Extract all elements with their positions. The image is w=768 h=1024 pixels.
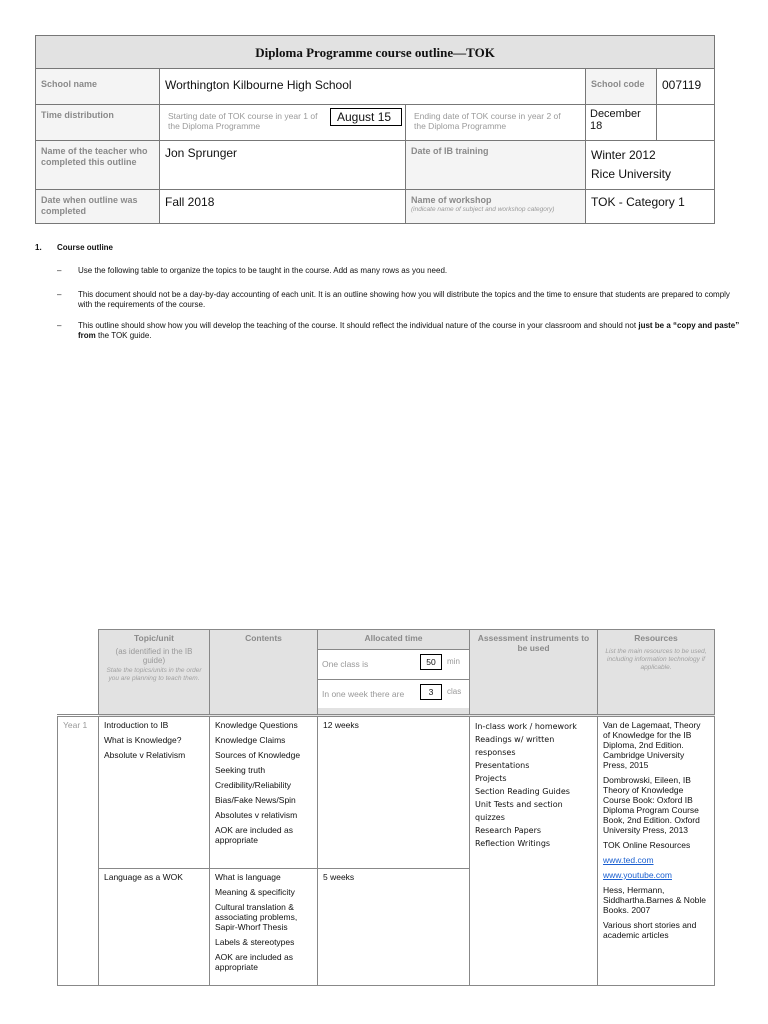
row2-time: 5 weeks [318,869,470,986]
document-title: Diploma Programme course outline—TOK [36,36,715,69]
bullet-dash-1: – [57,266,62,275]
row2-content-5: AOK are included as appropriate [215,952,293,972]
assessment-1: In-class work / homework [475,722,577,731]
resources-list [598,716,715,986]
row1-content-2: Knowledge Claims [215,735,286,745]
course-content-table [57,629,715,986]
row1-topic [99,716,210,869]
ib-training-date: Winter 2012 [591,148,656,162]
row1-content-8: AOK are included as appropriate [215,825,293,845]
topic-header-title: Topic/unit [134,633,174,643]
teacher-label: Name of the teacher who completed this outline [36,141,160,190]
week-label: In one week there are [322,689,405,699]
row1-content-5: Credibility/Reliability [215,780,292,790]
row1-content-1: Knowledge Questions [215,720,298,730]
ib-training-place: Rice University [591,167,672,181]
topic-header-hint: State the topics/units in the order you are planning to teach them. [106,667,202,682]
row2-contents [210,869,318,986]
resource-2: Dombrowski, Eileen, IB Theory of Knowledge Course Book: Oxford IB Diploma Program Course Book, 2nd Edition. Oxford University Press, 2013 [603,775,700,835]
assessment-header: Assessment instruments to be used [470,630,598,716]
week-row [318,680,469,708]
start-date-hint: Starting date of TOK course in year 1 of the Diploma Programme [168,111,318,131]
one-class-value: 50 [420,654,442,670]
completed-label: Date when outline was completed [36,190,160,224]
time-distribution-label: Time distribution [36,105,160,141]
resource-link-youtube[interactable]: www.youtube.com [603,870,672,880]
row1-content-4: Seeking truth [215,765,266,775]
year-label: Year 1 [58,716,99,986]
resource-3: TOK Online Resources [603,840,691,850]
contents-header: Contents [210,630,318,716]
workshop-label: Name of workshop [411,195,492,205]
end-date-value: December 18 [590,108,641,132]
section-heading: Course outline [57,243,114,252]
end-date-hint: Ending date of TOK course in year 2 of the Diploma Programme [414,111,561,131]
row1-content-7: Absolutes v relativism [215,810,298,820]
completed-value: Fall 2018 [160,190,406,224]
row1-contents [210,716,318,869]
bullet-3 [78,321,740,341]
row1-content-3: Sources of Knowledge [215,750,301,760]
end-date-cell [586,105,657,141]
row2-content-4: Labels & stereotypes [215,937,295,947]
one-class-label: One class is [322,659,369,669]
ib-training-value [586,141,715,190]
resource-4: Hess, Hermann, Siddhartha.Barnes & Noble Books. 2007 [603,885,707,915]
resource-link-ted[interactable]: www.ted.com [603,855,654,865]
course-info-table [35,35,715,224]
workshop-hint: (indicate name of subject and workshop category) [411,206,555,213]
bullet-3-emphasis: just be a “copy and paste” from [78,321,740,340]
resources-header-hint: List the main resources to be used, including information technology if applicable. [605,648,707,671]
row1-topic-3: Absolute v Relativism [104,750,186,760]
one-class-unit: min [447,657,460,666]
row1-content-6: Bias/Fake News/Spin [215,795,296,805]
start-date-cell [160,105,406,141]
assessment-4: Projects [475,774,507,783]
assessment-7: Research Papers [475,826,542,835]
assessment-5: Section Reading Guides [475,787,570,796]
end-date-hint-cell [406,105,586,141]
assessment-2: Readings w/ written responses [475,735,555,757]
bullet-3-text: This outline should show how you will develop the teaching of the course. It should reflect the individual nature of the course in your classroom and should not [78,321,637,330]
week-value: 3 [420,684,442,700]
resources-header-title: Resources [634,633,678,643]
bullet-2: This document should not be a day-by-day accounting of each unit. It is an outline showing how you will distribute the topics and the time to ensure that students are prepared to comply with the requirements of the course. [78,290,730,309]
row1-time: 12 weeks [318,716,470,869]
row2-content-1: What is language [215,872,281,882]
ib-training-label: Date of IB training [406,141,586,190]
resources-header [598,630,715,716]
bullet-3-end: the TOK guide. [95,331,152,340]
assessment-8: Reflection Writings [475,839,551,848]
topic-header-sub: (as identified in the IB guide) [115,647,193,665]
school-name-value: Worthington Kilbourne High School [160,69,586,105]
workshop-label-cell [406,190,586,224]
row2-topic: Language as a WOK [99,869,210,986]
assessment-list [470,716,598,986]
assessment-3: Presentations [475,761,530,770]
assessment-6: Unit Tests and section quizzes [475,800,563,822]
workshop-value: TOK - Category 1 [586,190,715,224]
resource-1: Van de Lagemaat, Theory of Knowledge for the IB Diploma, 2nd Edition. Cambridge University Press, 2015 [603,720,701,770]
bullet-1: Use the following table to organize the topics to be taught in the course. Add as many rows as you need. [78,266,448,275]
week-unit: clas [447,687,462,696]
start-date-value: August 15 [330,108,402,126]
resource-5: Various short stories and academic articles [603,920,697,940]
school-name-label: School name [36,69,160,105]
school-code-value: 007119 [657,69,715,105]
bullet-dash-3: – [57,321,62,330]
school-code-label: School code [586,69,657,105]
bullet-dash-2: – [57,290,62,299]
row1-topic-2: What is Knowledge? [104,735,182,745]
teacher-value: Jon Sprunger [160,141,406,190]
section-number: 1. [35,243,42,252]
time-header-title: Allocated time [318,630,469,650]
one-class-row [318,650,469,680]
row2-content-3: Cultural translation & associating problems, Sapir-Whorf Thesis [215,902,298,932]
time-header [318,630,470,716]
topic-header [99,630,210,716]
row2-content-2: Meaning & specificity [215,887,295,897]
row1-topic-1: Introduction to IB [104,720,169,730]
